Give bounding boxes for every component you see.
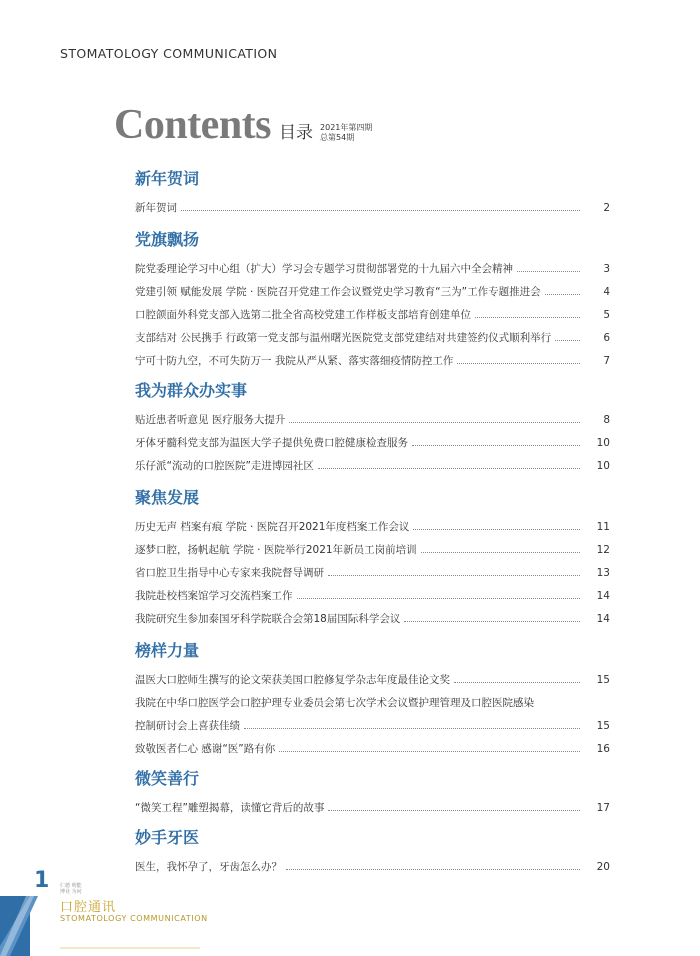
- issue-total: 总第54期: [320, 133, 355, 142]
- entry-page: 14: [596, 590, 610, 602]
- toc-entry[interactable]: [135, 603, 610, 626]
- entry-page: 20: [596, 861, 610, 873]
- contents-title: Contents: [114, 102, 272, 148]
- section-title: 聚焦发展: [135, 488, 200, 507]
- entry-title: 宁可十防九空，不可失防万一 我院从严从紧、落实落细疫情防控工作: [135, 355, 454, 367]
- toc-section: [135, 229, 610, 368]
- toc-entry[interactable]: [135, 664, 610, 687]
- page-number: 1: [34, 868, 50, 893]
- entry-title: 医生，我怀孕了，牙齿怎么办？: [135, 861, 282, 873]
- leader-dots: [297, 598, 581, 599]
- leader-dots: [457, 363, 580, 364]
- entry-page: 14: [596, 613, 610, 625]
- entry-page: 4: [603, 286, 610, 298]
- entry-title: 我院研究生参加泰国牙科学院联合会第18届国际科学会议: [135, 613, 401, 625]
- footer-brand: 口腔通讯: [60, 900, 117, 915]
- leader-dots: [289, 422, 580, 423]
- issue-number: 2021年第四期: [320, 123, 373, 132]
- leader-dots: [244, 728, 580, 729]
- entry-page: 6: [603, 332, 610, 344]
- entry-title: 新年贺词: [135, 202, 177, 214]
- leader-dots: [421, 552, 580, 553]
- table-of-contents: [135, 168, 610, 874]
- leader-dots: [454, 682, 580, 683]
- entry-page: 15: [596, 674, 610, 686]
- entry-page: 13: [596, 567, 610, 579]
- toc-section: [135, 168, 610, 215]
- journal-name: STOMATOLOGY COMMUNICATION: [60, 46, 278, 61]
- entry-title: 支部结对 公民携手 行政第一党支部与温州曙光医院党支部党建结对共建签约仪式顺利举行: [135, 332, 552, 344]
- toc-entry[interactable]: [135, 299, 610, 322]
- section-title: 榜样力量: [135, 641, 200, 660]
- leader-dots: [517, 271, 580, 272]
- entry-title: 我院在中华口腔医学会口腔护理专业委员会第七次学术会议暨护理管理及口腔医院感染: [135, 697, 534, 709]
- section-title: 微笑善行: [135, 769, 200, 788]
- toc-entry[interactable]: [135, 580, 610, 603]
- entry-page: 7: [603, 355, 610, 367]
- entry-title: 院党委理论学习中心组（扩大）学习会专题学习贯彻部署党的十九届六中全会精神: [135, 263, 513, 275]
- toc-entry[interactable]: [135, 192, 610, 215]
- section-title: 党旗飘扬: [135, 230, 200, 249]
- leader-dots: [404, 621, 580, 622]
- entry-title-continued: 控制研讨会上喜获佳绩: [135, 720, 240, 732]
- entry-title: 致敬医者仁心 感谢“医”路有你: [135, 743, 276, 755]
- leader-dots: [412, 445, 580, 446]
- toc-section: [135, 380, 610, 473]
- entry-page: 3: [603, 263, 610, 275]
- toc-entry[interactable]: [135, 557, 610, 580]
- entry-title: 我院赴校档案馆学习交流档案工作: [135, 590, 293, 602]
- leader-dots: [318, 468, 580, 469]
- entry-title: 贴近患者听意见 医疗服务大提升: [135, 414, 286, 426]
- leader-dots: [279, 751, 580, 752]
- toc-entry[interactable]: [135, 253, 610, 276]
- mulu-title: 目录: [279, 123, 314, 143]
- toc-section: [135, 487, 610, 626]
- toc-section: [135, 768, 610, 815]
- toc-section: [135, 640, 610, 756]
- leader-dots: [545, 294, 580, 295]
- toc-entry[interactable]: [135, 450, 610, 473]
- footer-journal-name: STOMATOLOGY COMMUNICATION: [60, 914, 208, 923]
- entry-title: 口腔颌面外科党支部入选第二批全省高校党建工作样板支部培育创建单位: [135, 309, 471, 321]
- toc-entry[interactable]: [135, 427, 610, 450]
- entry-page: 10: [596, 437, 610, 449]
- entry-title: 逐梦口腔，扬帆起航 学院 · 医院举行2021年新员工岗前培训: [135, 544, 417, 556]
- entry-title: 省口腔卫生指导中心专家来我院督导调研: [135, 567, 324, 579]
- section-title: 妙手牙医: [135, 828, 200, 847]
- contents-heading: [114, 104, 372, 146]
- leader-dots: [555, 340, 580, 341]
- entry-page: 15: [596, 720, 610, 732]
- toc-entry[interactable]: [135, 511, 610, 534]
- toc-entry[interactable]: [135, 322, 610, 345]
- toc-entry[interactable]: [135, 404, 610, 427]
- footer-motto-line-2: 博业 为问: [60, 889, 82, 895]
- leader-dots: [328, 810, 580, 811]
- entry-title: 党建引领 赋能发展 学院 · 医院召开党建工作会议暨党史学习教育“三为”工作专题推进会: [135, 286, 541, 298]
- toc-entry[interactable]: [135, 733, 610, 756]
- toc-entry[interactable]: [135, 792, 610, 815]
- toc-entry[interactable]: [135, 345, 610, 368]
- issue-info: [320, 123, 372, 143]
- toc-entry[interactable]: [135, 534, 610, 557]
- footer-motto-line-1: 仁德 明能: [60, 883, 82, 889]
- entry-title: 乐仔派“流动的口腔医院”走进博园社区: [135, 460, 314, 472]
- entry-title: 温医大口腔师生撰写的论文荣获美国口腔修复学杂志年度最佳论文奖: [135, 674, 450, 686]
- entry-title: “微笑工程”雕塑揭幕，读懂它背后的故事: [135, 802, 325, 814]
- leader-dots: [475, 317, 580, 318]
- entry-page: 5: [603, 309, 610, 321]
- entry-page: 2: [603, 202, 610, 214]
- entry-title: 历史无声 档案有痕 学院 · 医院召开2021年度档案工作会议: [135, 521, 410, 533]
- toc-entry[interactable]: [135, 687, 610, 733]
- entry-page: 8: [603, 414, 610, 426]
- leader-dots: [413, 529, 580, 530]
- entry-page: 17: [596, 802, 610, 814]
- entry-page: 16: [596, 743, 610, 755]
- entry-page: 11: [596, 521, 610, 533]
- leader-dots: [181, 210, 580, 211]
- entry-page: 12: [596, 544, 610, 556]
- toc-entry[interactable]: [135, 276, 610, 299]
- section-title: 我为群众办实事: [135, 381, 248, 400]
- leader-dots: [328, 575, 580, 576]
- section-title: 新年贺词: [135, 169, 200, 188]
- footer-motto: [60, 883, 82, 895]
- entry-title: 牙体牙髓科党支部为温医大学子提供免费口腔健康检查服务: [135, 437, 408, 449]
- entry-page: 10: [596, 460, 610, 472]
